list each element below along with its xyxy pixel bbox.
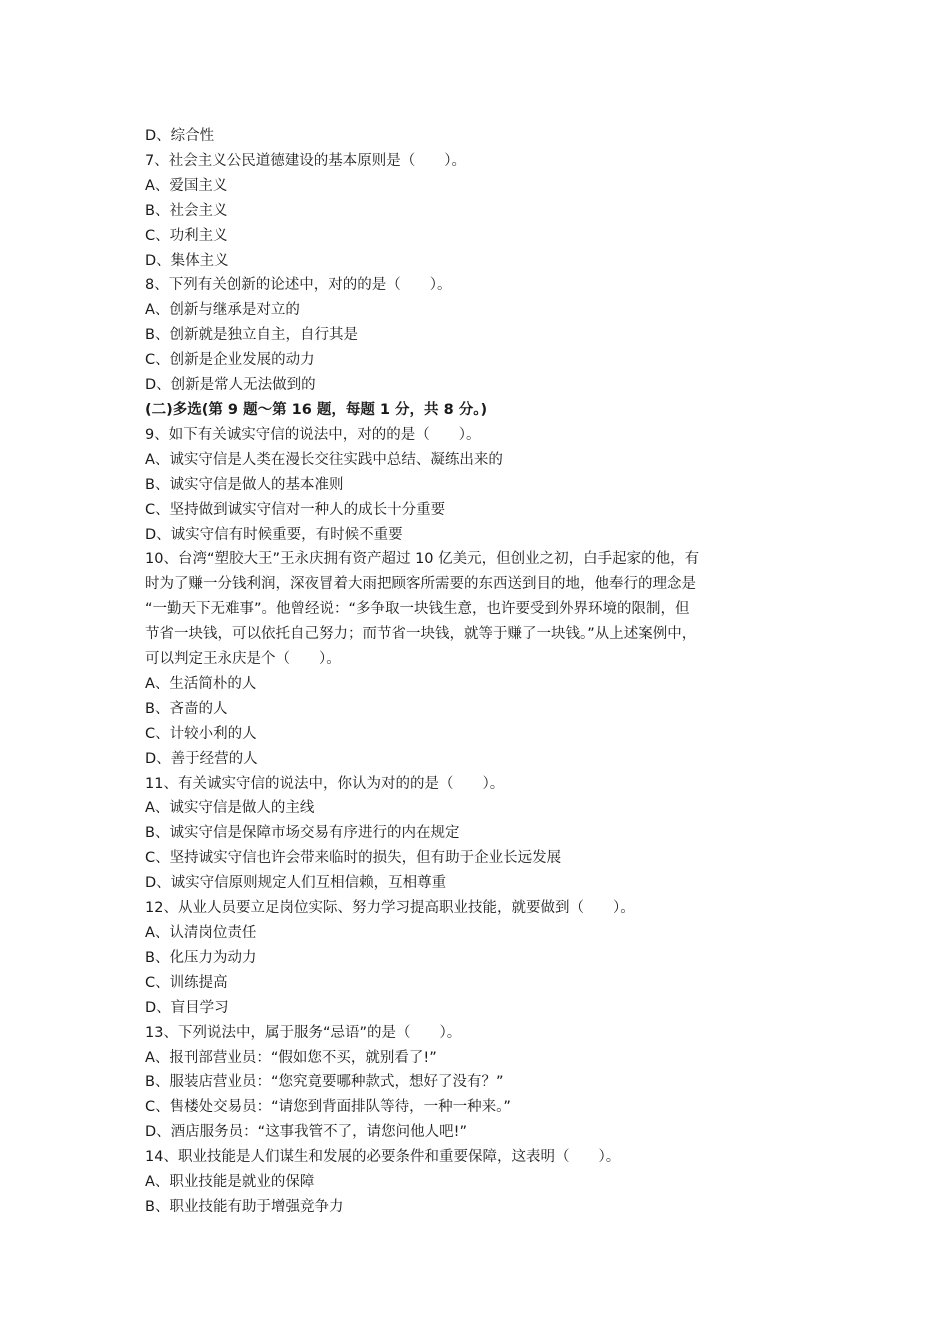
option-line: C、计较小利的人 — [145, 725, 257, 742]
question-line: 13、下列说法中，属于服务“忌语”的是（ ）。 — [145, 1024, 462, 1041]
option-line: A、报刊部营业员：“假如您不买，就别看了!” — [145, 1049, 437, 1066]
option-line: B、诚实守信是做人的基本准则 — [145, 476, 344, 493]
question-line: 8、下列有关创新的论述中，对的的是（ ）。 — [145, 277, 452, 294]
option-line: D、综合性 — [145, 128, 215, 144]
option-line: C、创新是企业发展的动力 — [145, 352, 315, 369]
question-line: 可以判定王永庆是个（ ）。 — [145, 651, 341, 668]
option-line: A、爱国主义 — [145, 177, 228, 194]
question-line: 7、社会主义公民道德建设的基本原则是（ ）。 — [145, 152, 466, 169]
question-line: 10、台湾“塑胶大王”王永庆拥有资产超过 10 亿美元，但创业之初，白手起家的他，有 — [145, 551, 700, 568]
option-line: D、诚实守信原则规定人们互相信赖，互相尊重 — [145, 875, 447, 892]
option-line: D、盲目学习 — [145, 999, 229, 1016]
option-line: D、创新是常人无法做到的 — [145, 377, 316, 394]
option-line: B、服装店营业员：“您究竟要哪种款式，想好了没有？” — [145, 1074, 504, 1091]
option-line: A、诚实守信是做人的主线 — [145, 800, 315, 817]
option-line: C、坚持诚实守信也许会带来临时的损失，但有助于企业长远发展 — [145, 850, 562, 867]
option-line: A、生活简朴的人 — [145, 675, 257, 692]
option-line: D、集体主义 — [145, 252, 229, 269]
question-line: 时为了赚一分钱利润，深夜冒着大雨把顾客所需要的东西送到目的地，他奉行的理念是 — [145, 576, 696, 593]
option-line: A、创新与继承是对立的 — [145, 302, 300, 319]
option-line: C、功利主义 — [145, 227, 228, 244]
option-line: C、售楼处交易员：“请您到背面排队等待，一种一种来。” — [145, 1099, 511, 1116]
option-line: A、认清岗位责任 — [145, 925, 257, 941]
question-line: “一勤天下无难事”。他曾经说：“多争取一块钱生意，也许要受到外界环境的限制，但 — [145, 601, 690, 618]
option-line: C、坚持做到诚实守信对一种人的成长十分重要 — [145, 501, 446, 518]
option-line: B、职业技能有助于增强竞争力 — [145, 1198, 344, 1215]
option-line: C、训练提高 — [145, 974, 228, 991]
option-line: D、诚实守信有时候重要，有时候不重要 — [145, 526, 403, 543]
option-line: B、社会主义 — [145, 202, 228, 219]
question-line: 11、有关诚实守信的说法中，你认为对的的是（ ）。 — [145, 775, 505, 792]
question-line: 节省一块钱，可以依托自己努力；而节省一块钱，就等于赚了一块钱。”从上述案例中， — [145, 626, 697, 643]
question-line: 9、如下有关诚实守信的说法中，对的的是（ ）。 — [145, 426, 481, 443]
option-line: D、善于经营的人 — [145, 750, 258, 767]
document-page — [145, 124, 810, 1220]
option-line: A、诚实守信是人类在漫长交往实践中总结、凝练出来的 — [145, 451, 503, 468]
question-line: 14、职业技能是人们谋生和发展的必要条件和重要保障，这表明（ ）。 — [145, 1149, 621, 1166]
option-line: B、吝啬的人 — [145, 700, 228, 717]
question-line: 12、从业人员要立足岗位实际、努力学习提高职业技能，就要做到（ ）。 — [145, 900, 635, 917]
option-line: B、诚实守信是保障市场交易有序进行的内在规定 — [145, 825, 460, 842]
option-line: D、酒店服务员：“这事我管不了，请您问他人吧!” — [145, 1124, 468, 1141]
option-line: B、创新就是独立自主，自行其是 — [145, 327, 358, 344]
option-line: A、职业技能是就业的保障 — [145, 1174, 315, 1191]
option-line: B、化压力为动力 — [145, 949, 257, 966]
section-heading: (二)多选(第 9 题～第 16 题，每题 1 分，共 8 分。) — [145, 401, 488, 418]
